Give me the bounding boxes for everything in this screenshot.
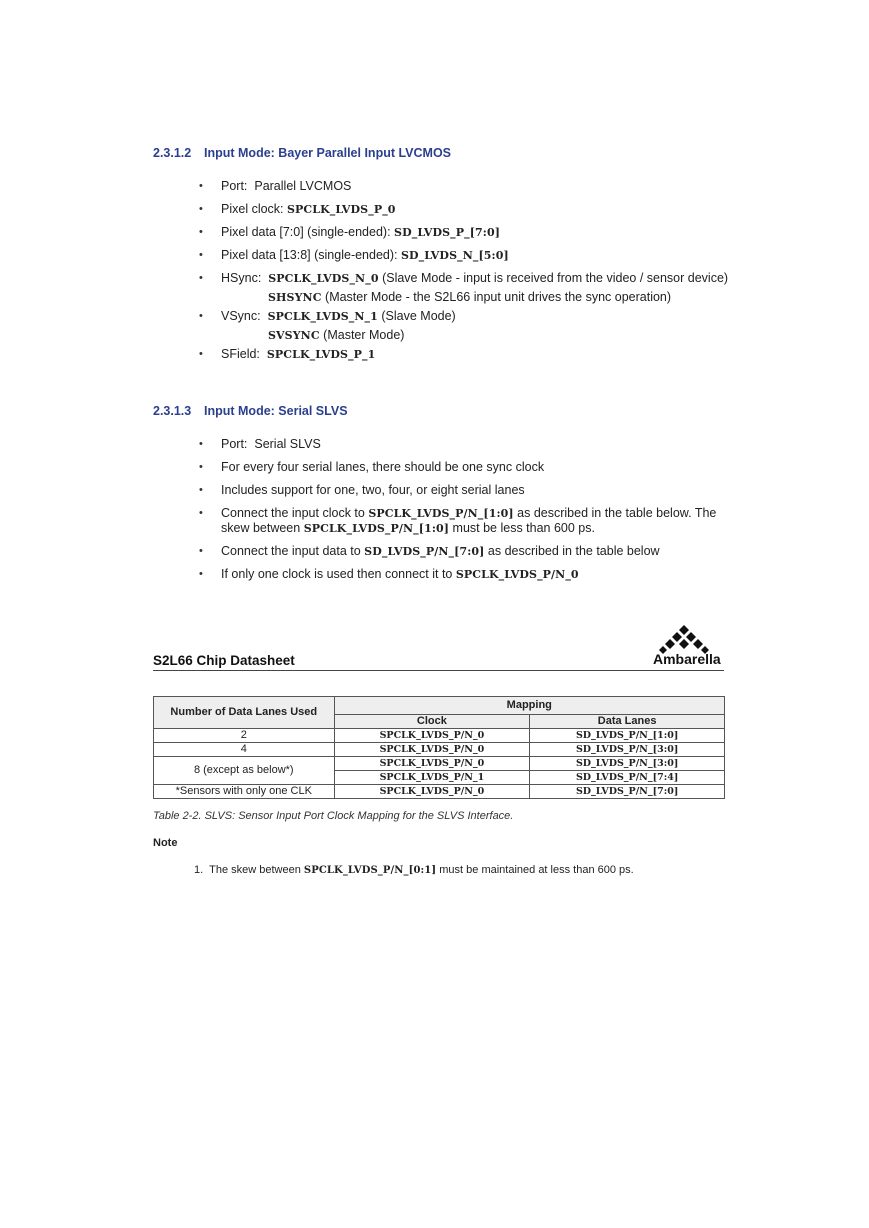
table-row: SPCLK_LVDS_P/N_1 SD_LVDS_P/N_[7:4] [154, 771, 725, 785]
section-heading-slvs [153, 404, 348, 418]
signal-name: SPCLK_LVDS_N_1 [267, 310, 378, 323]
table-row: 8 (except as below*) SPCLK_LVDS_P/N_0 SD_LVDS_P/N_[3:0] [154, 757, 725, 771]
signal-name: SPCLK_LVDS_P/N_[1:0] [303, 522, 450, 535]
signal-name: SD_LVDS_N_[5:0] [400, 249, 509, 262]
signal-name: SPCLK_LVDS_P_0 [287, 203, 396, 216]
signal-name: SD_LVDS_P/N_[7:0] [364, 545, 485, 558]
slvs-mapping-table [153, 696, 725, 799]
list-item: • VSync: SPCLK_LVDS_N_1 (Slave Mode) SVSYNC (Master Mode) [196, 309, 728, 343]
header-rule [153, 670, 724, 671]
slvs-bullet-list [196, 437, 736, 582]
section-title: Input Mode: Bayer Parallel Input LVCMOS [204, 146, 452, 160]
signal-name: SD_LVDS_P_[7:0] [394, 226, 501, 239]
list-item: • Pixel data [7:0] (single-ended): SD_LVDS_P_[7:0] [196, 225, 728, 240]
list-item: • Includes support for one, two, four, or eight serial lanes [196, 483, 736, 498]
list-item: • Port: Parallel LVCMOS [196, 179, 728, 194]
section-title: Input Mode: Serial SLVS [204, 404, 348, 418]
section-number: 2.3.1.3 [153, 404, 192, 418]
list-item: • Pixel clock: SPCLK_LVDS_P_0 [196, 202, 728, 217]
list-item: • Connect the input clock to SPCLK_LVDS_P/N_[1:0] as described in the table below. The skew between SPCLK_LVDS_P/N_[1:0] must be less than 600 ps. [196, 506, 736, 536]
signal-name: SPCLK_LVDS_N_0 [268, 272, 379, 285]
list-item: • For every four serial lanes, there should be one sync clock [196, 460, 736, 475]
section-number: 2.3.1.2 [153, 146, 192, 160]
table-header-lanes: Number of Data Lanes Used [154, 697, 335, 729]
table-row: *Sensors with only one CLK SPCLK_LVDS_P/N_0 SD_LVDS_P/N_[7:0] [154, 785, 725, 799]
table-header-clock: Clock [334, 714, 530, 728]
parallel-bullet-list [196, 179, 728, 362]
list-item: • SField: SPCLK_LVDS_P_1 [196, 347, 728, 362]
table-row: 2 SPCLK_LVDS_P/N_0 SD_LVDS_P/N_[1:0] [154, 729, 725, 743]
table-row: 4 SPCLK_LVDS_P/N_0 SD_LVDS_P/N_[3:0] [154, 743, 725, 757]
list-item: • Port: Serial SLVS [196, 437, 736, 452]
signal-name: SPCLK_LVDS_P/N_[0:1] [303, 865, 437, 876]
signal-name: SPCLK_LVDS_P_1 [266, 348, 376, 361]
list-item: • If only one clock is used then connect it to SPCLK_LVDS_P/N_0 [196, 567, 736, 582]
table-header-data-lanes: Data Lanes [530, 714, 725, 728]
document-title: S2L66 Chip Datasheet [153, 653, 295, 668]
table-caption: Table 2-2. SLVS: Sensor Input Port Clock Mapping for the SLVS Interface. [153, 810, 514, 822]
signal-name: SHSYNC [268, 291, 322, 304]
signal-name: SVSYNC [268, 329, 320, 342]
list-item: • Pixel data [13:8] (single-ended): SD_LVDS_N_[5:0] [196, 248, 728, 263]
brand-name: Ambarella [653, 651, 721, 667]
note-heading: Note [153, 837, 178, 849]
note-item: 1. The skew between SPCLK_LVDS_P/N_[0:1] must be maintained at less than 600 ps. [194, 864, 634, 876]
signal-name: SPCLK_LVDS_P/N_0 [455, 568, 579, 581]
list-item: • Connect the input data to SD_LVDS_P/N_[7:0] as described in the table below [196, 544, 736, 559]
section-heading-parallel [153, 146, 451, 160]
signal-name: SPCLK_LVDS_P/N_[1:0] [368, 507, 514, 520]
table-header-mapping: Mapping [334, 697, 724, 715]
list-item: • HSync: SPCLK_LVDS_N_0 (Slave Mode - input is received from the video / sensor device) SHSYNC (Master Mode - the S2L66 input unit drives the sync operation) [196, 271, 728, 305]
